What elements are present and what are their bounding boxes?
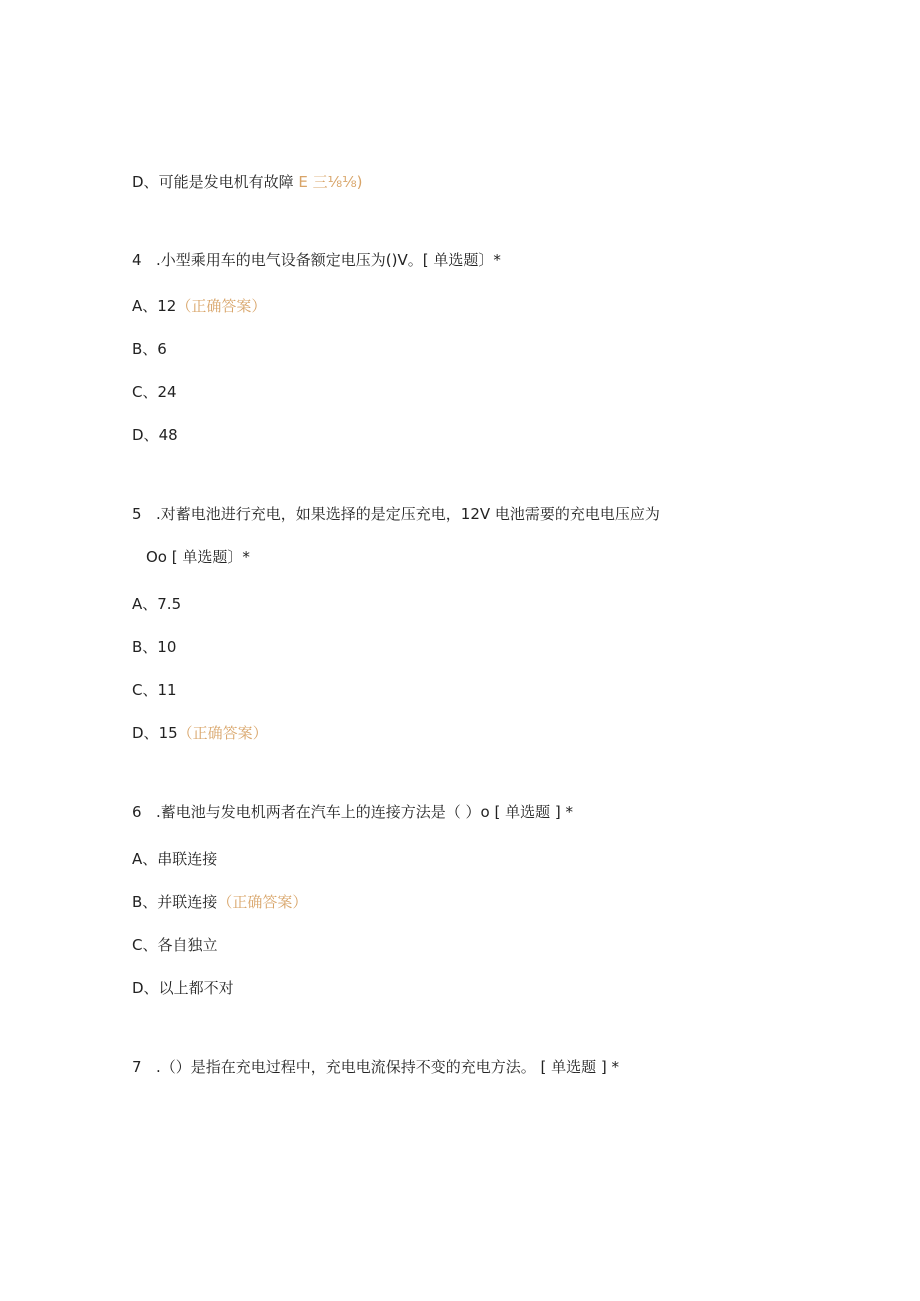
q6-option-b[interactable] — [132, 892, 307, 912]
option-label: A、 — [132, 595, 158, 613]
question-5-stem — [132, 504, 660, 524]
q6-option-d[interactable] — [132, 978, 234, 998]
option-text: 各自独立 — [157, 936, 218, 954]
option-text: 可能是发电机有故障 — [158, 173, 294, 191]
option-d-prev — [132, 172, 363, 192]
correct-answer-mark: （正确答案） — [176, 297, 267, 315]
option-label: A、 — [132, 297, 158, 315]
question-number: 5 — [132, 505, 142, 523]
option-text: 12 — [157, 297, 177, 315]
q5-option-d[interactable] — [132, 723, 268, 743]
option-text: 15 — [158, 724, 178, 742]
q6-option-c[interactable] — [132, 935, 218, 955]
q4-option-c[interactable] — [132, 382, 177, 402]
q6-option-a[interactable] — [132, 849, 217, 869]
correct-answer-mark: E 三⅛⅛) — [298, 173, 363, 191]
option-label: C、 — [132, 936, 158, 954]
question-7-stem — [132, 1057, 619, 1077]
option-label: B、 — [132, 340, 158, 358]
question-number: 6 — [132, 803, 142, 821]
question-text-continued: Oo [ 单选题〕* — [146, 548, 250, 566]
option-text: 串联连接 — [157, 850, 218, 868]
option-text: 并联连接 — [157, 893, 218, 911]
option-label: A、 — [132, 850, 158, 868]
option-label: C、 — [132, 383, 158, 401]
option-text: 10 — [157, 638, 177, 656]
option-text: 6 — [157, 340, 167, 358]
option-label: D、 — [132, 979, 159, 997]
q5-option-b[interactable] — [132, 637, 176, 657]
option-label: D、 — [132, 724, 159, 742]
option-text: 以上都不对 — [158, 979, 234, 997]
q5-option-a[interactable] — [132, 594, 181, 614]
question-5-stem-continued — [146, 547, 250, 567]
option-text: 48 — [158, 426, 178, 444]
question-text: .对蓄电池进行充电，如果选择的是定压充电，12V 电池需要的充电电压应为 — [156, 505, 660, 523]
q4-option-b[interactable] — [132, 339, 167, 359]
option-label: B、 — [132, 638, 158, 656]
question-text: .（）是指在充电过程中，充电电流保持不变的充电方法。 [ 单选题 ] * — [156, 1058, 620, 1076]
q4-option-a[interactable] — [132, 296, 266, 316]
option-text: 7.5 — [157, 595, 182, 613]
option-label: D、 — [132, 426, 159, 444]
q5-option-c[interactable] — [132, 680, 177, 700]
question-number: 7 — [132, 1058, 142, 1076]
option-label: B、 — [132, 893, 158, 911]
option-text: 24 — [157, 383, 177, 401]
question-6-stem — [132, 802, 573, 822]
option-label: D、 — [132, 173, 159, 191]
question-4-stem — [132, 250, 501, 270]
correct-answer-mark: （正确答案） — [217, 893, 308, 911]
question-number: 4 — [132, 251, 142, 269]
question-text: .小型乘用车的电气设备额定电压为()V。[ 单选题〕* — [156, 251, 501, 269]
option-label: C、 — [132, 681, 158, 699]
correct-answer-mark: （正确答案） — [177, 724, 268, 742]
question-text: .蓄电池与发电机两者在汽车上的连接方法是（ ）o [ 单选题 ] * — [156, 803, 573, 821]
q4-option-d[interactable] — [132, 425, 178, 445]
option-text: 11 — [157, 681, 177, 699]
